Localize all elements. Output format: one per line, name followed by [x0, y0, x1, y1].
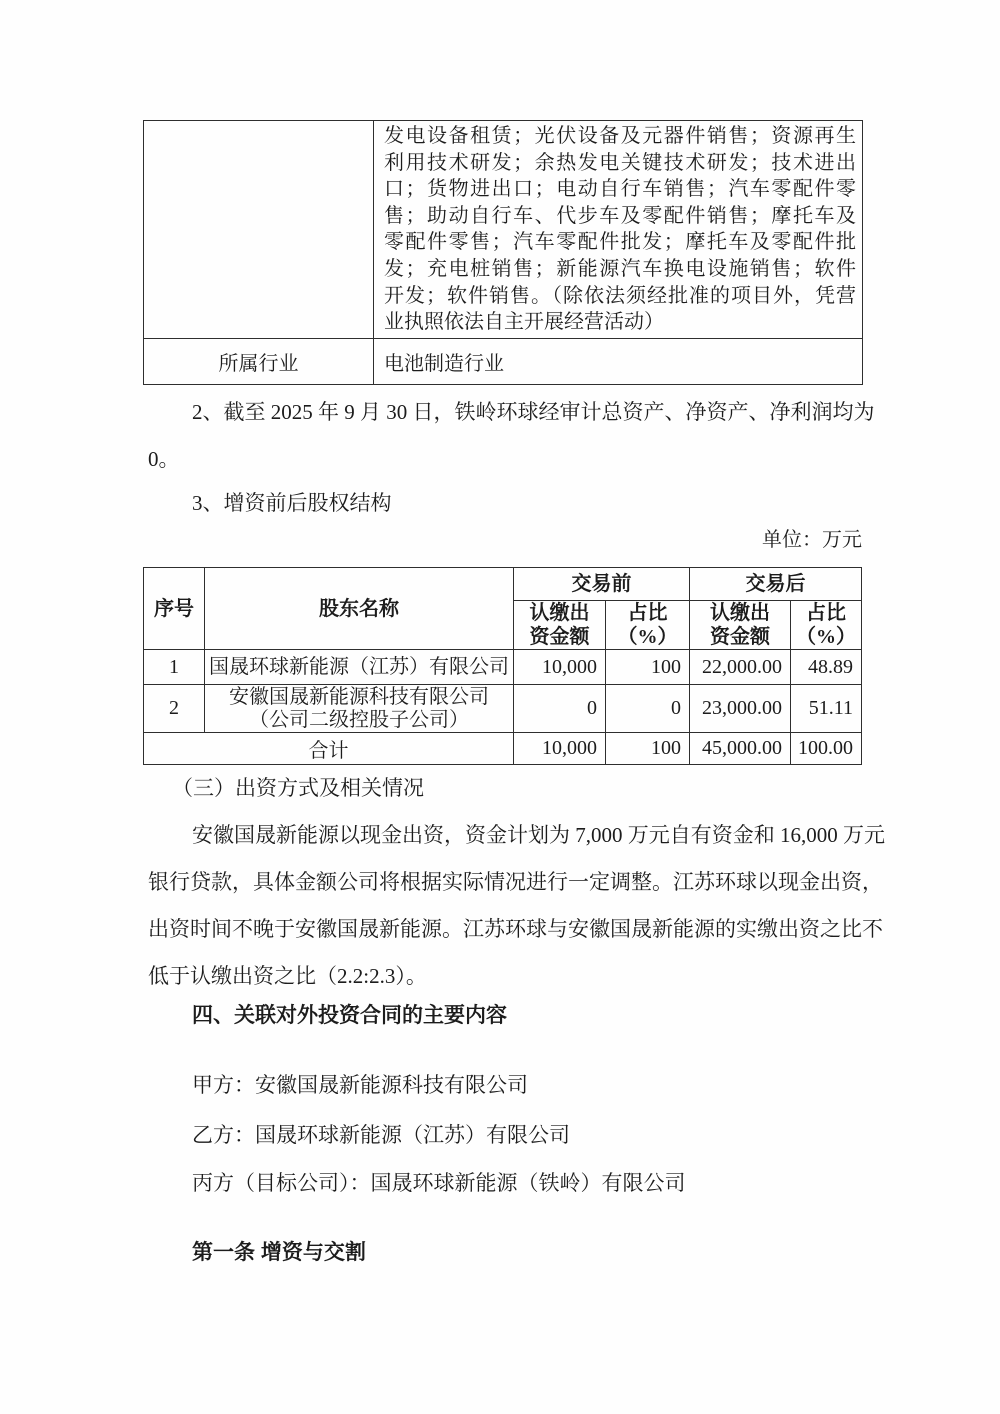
row-no: 2	[144, 685, 205, 733]
industry-label-cell: 所属行业	[144, 338, 374, 384]
table-row	[144, 685, 862, 733]
row-post-pct: 51.11	[791, 685, 862, 733]
row-pre-amount: 10,000	[514, 650, 606, 685]
industry-value-cell: 电池制造行业	[374, 338, 863, 384]
header-post-pct: 占比 （%）	[791, 601, 862, 650]
total-pre-pct: 100	[606, 733, 690, 765]
equity-structure-table	[143, 567, 862, 765]
party-c-line: 丙方（目标公司）：国晟环球新能源（铁岭）有限公司	[192, 1171, 686, 1195]
header-shareholder: 股东名称	[205, 568, 514, 650]
row-no: 1	[144, 650, 205, 685]
row-post-amount: 23,000.00	[690, 685, 791, 733]
row-shareholder-name: 国晟环球新能源（江苏）有限公司	[205, 650, 514, 685]
total-pre-amount: 10,000	[514, 733, 606, 765]
row-pre-pct: 100	[606, 650, 690, 685]
table-row	[144, 650, 862, 685]
paragraph-contribution-details: 安徽国晟新能源以现金出资，资金计划为 7,000 万元自有资金和 16,000 万元 银行贷款，具体金额公司将根据实际情况进行一定调整。江苏环球以现金出资， 出资时间不晚于安徽国晟新能源。江苏环球与安徽国晟新能源的实缴出资之比不 低于认缴出资之比（2.2:2.3）。	[148, 823, 885, 988]
total-post-pct: 100.00	[791, 733, 862, 765]
row-post-amount: 22,000.00	[690, 650, 791, 685]
row-shareholder-name: 安徽国晟新能源科技有限公司 （公司二级控股子公司）	[205, 685, 514, 733]
total-label: 合计	[144, 733, 514, 765]
heading-contribution-method: （三）出资方式及相关情况	[172, 776, 424, 800]
unit-label: 单位：万元	[762, 529, 862, 551]
party-a-line: 甲方：安徽国晟新能源科技有限公司	[192, 1073, 528, 1097]
party-b-line: 乙方：国晟环球新能源（江苏）有限公司	[192, 1123, 570, 1147]
header-post-amount: 认缴出 资金额	[690, 601, 791, 650]
row-pre-pct: 0	[606, 685, 690, 733]
header-post-transaction: 交易后	[690, 568, 862, 601]
heading-contract-main-content: 四、关联对外投资合同的主要内容	[192, 1004, 507, 1027]
row-pre-amount: 0	[514, 685, 606, 733]
table-total-row	[144, 733, 862, 765]
company-overview-table	[143, 120, 863, 385]
business-scope-cell: 发电设备租赁；光伏设备及元器件销售；资源再生 利用技术研发；余热发电关键技术研发；技术进出 口；货物进出口；电动自行车销售；汽车零配件零 售；助动自行车、代步车及零配件销售；摩托车及 零配件零售；汽车零配件批发；摩托车及零配件批 发；充电桩销售；新能源汽车换电设施销售；软件 开发；软件销售。（除依法须经批准的项目外，凭营 业执照依法自主开展经营活动）	[374, 121, 863, 339]
header-pre-amount: 认缴出 资金额	[514, 601, 606, 650]
heading-article1: 第一条 增资与交割	[192, 1241, 366, 1264]
header-pre-pct: 占比 （%）	[606, 601, 690, 650]
total-post-amount: 45,000.00	[690, 733, 791, 765]
empty-label-cell	[144, 121, 374, 339]
header-no: 序号	[144, 568, 205, 650]
paragraph-audited-assets: 2、截至 2025 年 9 月 30 日，铁岭环球经审计总资产、净资产、净利润均为 0。	[148, 400, 875, 471]
header-pre-transaction: 交易前	[514, 568, 690, 601]
row-post-pct: 48.89	[791, 650, 862, 685]
heading-equity-structure: 3、增资前后股权结构	[192, 491, 392, 515]
